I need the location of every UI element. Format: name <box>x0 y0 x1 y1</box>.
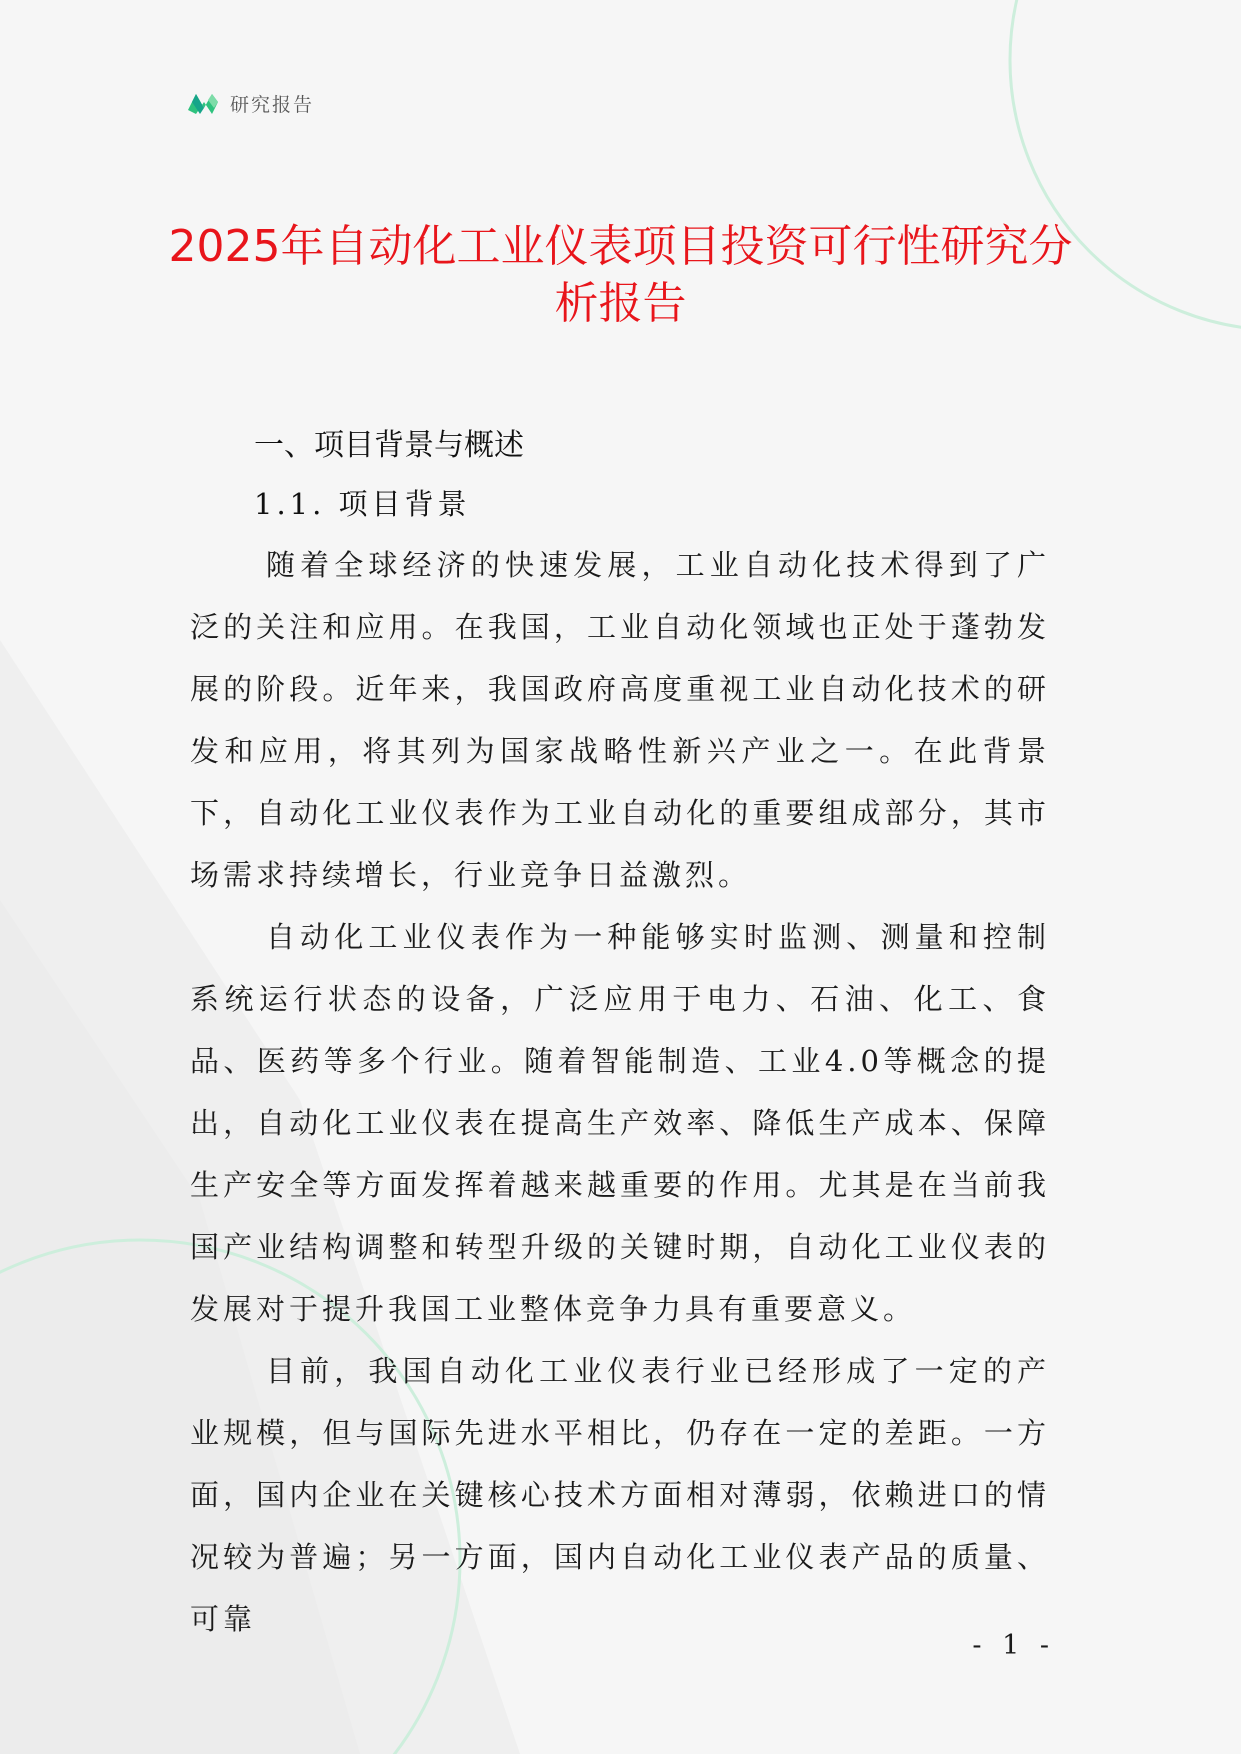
body-text <box>190 534 1050 1650</box>
page-number: - 1 - <box>972 1630 1055 1661</box>
paragraph: 自动化工业仪表作为一种能够实时监测、测量和控制系统运行状态的设备，广泛应用于电力、石油、化工、食品、医药等多个行业。随着智能制造、工业4.0等概念的提出，自动化工业仪表在提高生产效率、降低生产成本、保障生产安全等方面发挥着越来越重要的作用。尤其是在当前我国产业结构调整和转型升级的关键时期，自动化工业仪表的发展对于提升我国工业整体竞争力具有重要意义。 <box>190 920 1050 1326</box>
section-heading: 一、项目背景与概述 <box>254 428 524 463</box>
paragraph: 随着全球经济的快速发展，工业自动化技术得到了广泛的关注和应用。在我国，工业自动化领域也正处于蓬勃发展的阶段。近年来，我国政府高度重视工业自动化技术的研发和应用，将其列为国家战略性新兴产业之一。在此背景下，自动化工业仪表作为工业自动化的重要组成部分，其市场需求持续增长，行业竞争日益激烈。 <box>190 548 1050 892</box>
report-logo-icon <box>186 88 220 118</box>
page-header <box>186 88 314 118</box>
header-label: 研究报告 <box>230 93 315 116</box>
document-title: 2025年自动化工业仪表项目投资可行性研究分析报告 <box>168 221 1073 329</box>
subsection-heading: 1.1. 项目背景 <box>254 487 471 521</box>
paragraph: 目前，我国自动化工业仪表行业已经形成了一定的产业规模，但与国际先进水平相比，仍存在一定的差距。一方面，国内企业在关键核心技术方面相对薄弱，依赖进口的情况较为普遍；另一方面，国内自动化工业仪表产品的质量、可靠 <box>190 1354 1050 1636</box>
